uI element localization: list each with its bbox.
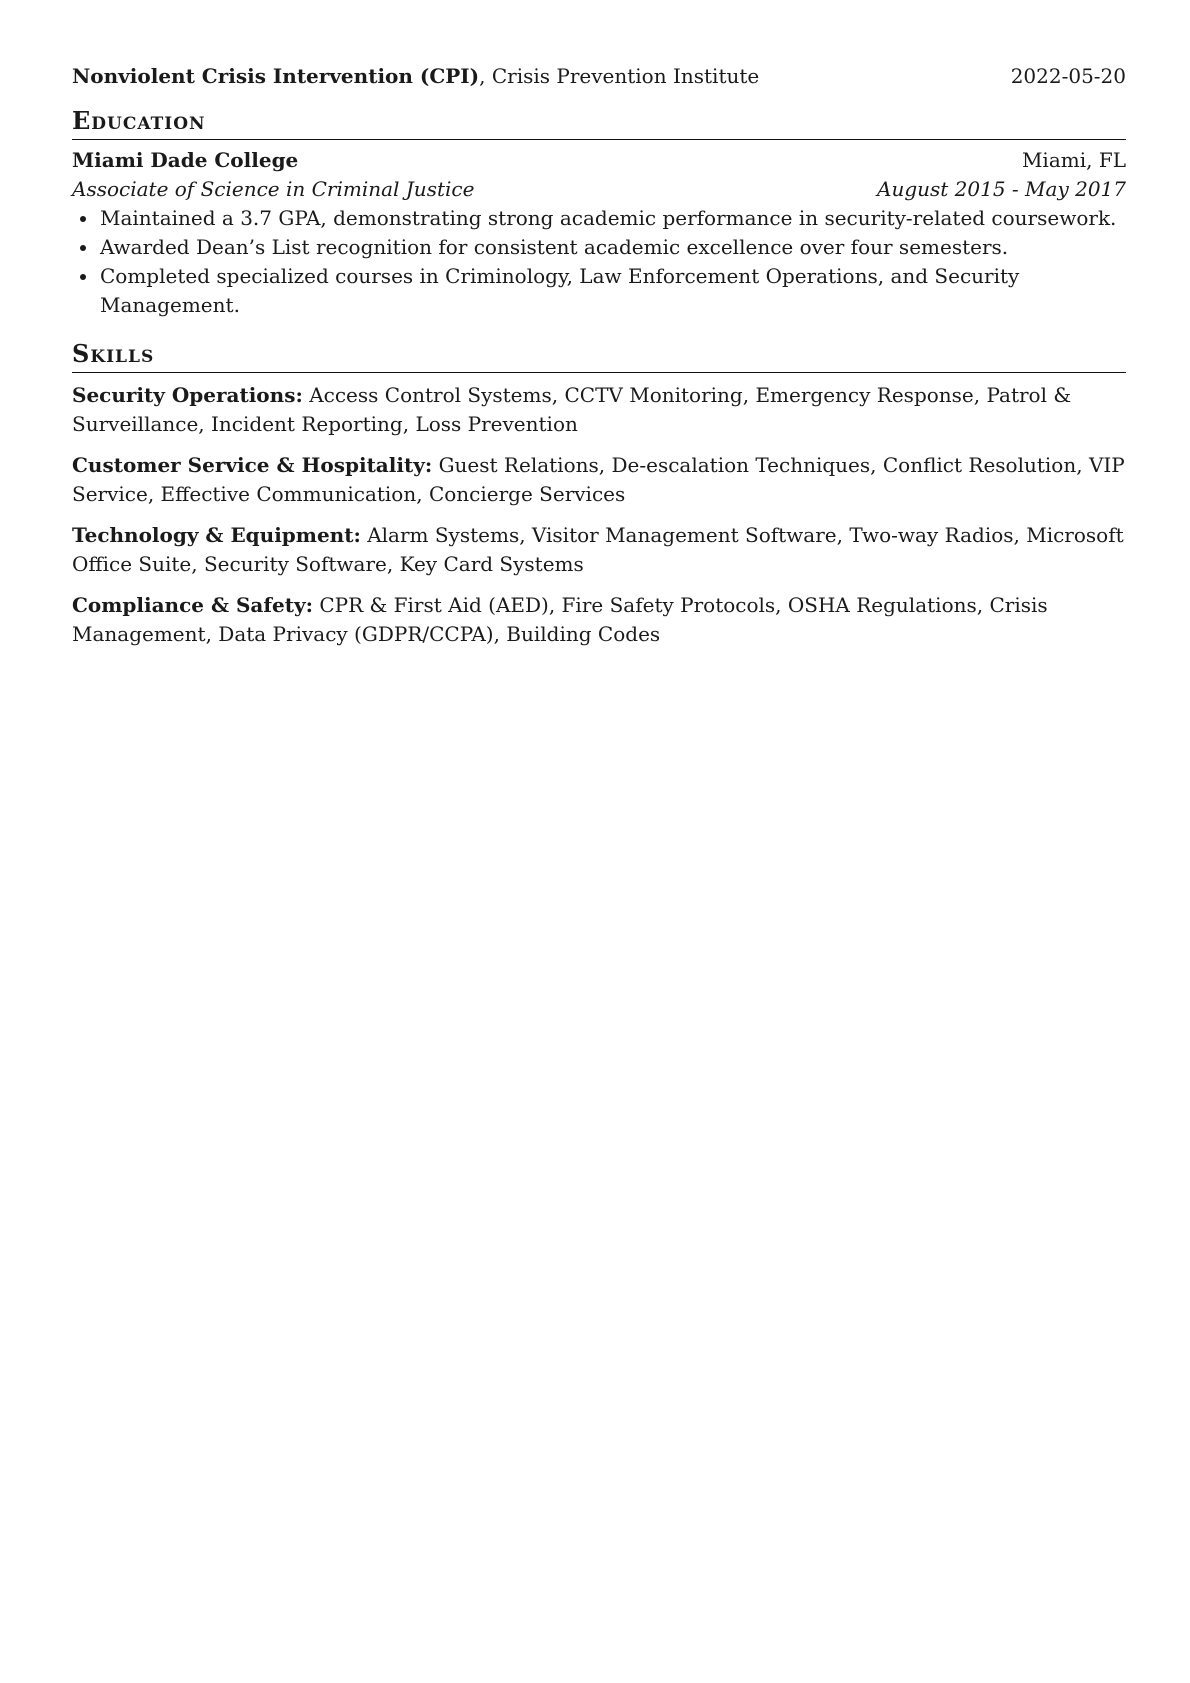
certification-date: 2022-05-20 [1010,64,1126,88]
skills-section [72,338,1126,649]
resume-page [72,62,1126,661]
institution-location: Miami, FL [1021,148,1126,172]
skill-category-label: Compliance & Safety: [72,593,313,617]
skill-category-text: Guest Relations, De-escalation Techniques, Conflict Resolution, VIP Service, Effective Communication, Concierge Services [72,453,1125,506]
skills-heading: Skills [72,338,1126,373]
certification-entry [72,62,1126,91]
education-degree-row [72,175,1126,204]
education-bullet: Maintained a 3.7 GPA, demonstrating strong academic performance in security-related coursework. [72,204,1126,233]
certification-issuer: , Crisis Prevention Institute [479,64,760,88]
skill-category [72,521,1126,579]
skill-category-text: Alarm Systems, Visitor Management Software, Two-way Radios, Microsoft Office Suite, Security Software, Key Card Systems [72,523,1124,576]
skill-category-text: Access Control Systems, CCTV Monitoring, Emergency Response, Patrol & Surveillance, Incident Reporting, Loss Prevention [72,383,1072,436]
education-heading: Education [72,105,1126,140]
education-dates: August 2015 - May 2017 [877,177,1126,201]
skill-category [72,591,1126,649]
skill-category [72,451,1126,509]
skill-category-label: Security Operations: [72,383,303,407]
skill-category-label: Customer Service & Hospitality: [72,453,433,477]
skills-list [72,381,1126,649]
skill-category-text: CPR & First Aid (AED), Fire Safety Protocols, OSHA Regulations, Crisis Management, Data Privacy (GDPR/CCPA), Building Codes [72,593,1048,646]
education-section [72,105,1126,320]
certification-title [72,62,759,91]
education-bullet-list [72,204,1126,320]
skill-category [72,381,1126,439]
certification-name: Nonviolent Crisis Intervention (CPI) [72,64,480,88]
skill-category-label: Technology & Equipment: [72,523,361,547]
education-entry [72,146,1126,320]
degree-name: Associate of Science in Criminal Justice [72,177,475,201]
education-header-row [72,146,1126,175]
education-bullet: Awarded Dean’s List recognition for consistent academic excellence over four semesters. [72,233,1126,262]
institution-name: Miami Dade College [72,148,299,172]
education-bullet: Completed specialized courses in Criminology, Law Enforcement Operations, and Security Management. [72,262,1126,320]
